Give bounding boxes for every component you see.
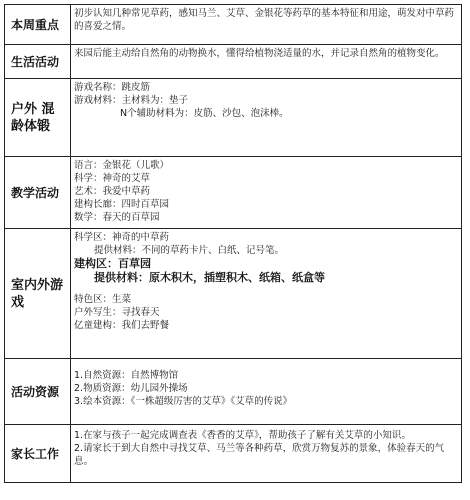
label-parent-work: 家长工作: [5, 425, 71, 483]
life-activity-text: 来园后能主动给自然角的动物换水，懂得给植物浇适量的水，并记录自然角的植物变化。: [74, 48, 445, 59]
row-activity-resources: [5, 359, 462, 425]
science-area: 科学区：神奇的中草药: [74, 232, 170, 243]
construction-area: 建构区：百草园: [74, 257, 151, 270]
content-parent-work: [71, 425, 462, 483]
resource-picture-books: 3.绘本资源：《一株超级厉害的艾草》《艾草的传说》: [74, 396, 293, 407]
resource-material: 2.物质资源：幼儿园外操场: [74, 383, 188, 394]
row-parent-work: [5, 425, 462, 483]
row-life-activity: [5, 45, 462, 79]
teaching-item-language: 语言：金银花（儿歌）: [74, 160, 170, 171]
feature-area: 特色区：生菜: [74, 294, 132, 305]
outdoor-main-material: 游戏材料：主材料为：垫子: [74, 95, 189, 106]
label-weekly-focus: 本周重点: [5, 5, 71, 45]
science-area-materials: 提供材料：不同的草药卡片、白纸、记号笔。: [94, 245, 285, 256]
parent-work-item-2: 2.请家长于到大自然中寻找艾草、马兰等各种药草，欣赏万物复苏的景象，体验春天的气息。: [74, 443, 445, 467]
label-outdoor-exercise: 户外 混龄体锻: [5, 79, 71, 157]
construction-area-materials: 提供材料：原木积木，插塑积木、纸箱、纸盒等: [94, 271, 325, 284]
resource-nature: 1.自然资源：自然博物馆: [74, 370, 179, 381]
teaching-item-math: 数学：春天的百草园: [74, 212, 160, 223]
content-outdoor-exercise: [71, 79, 462, 157]
label-life-activity: 生活活动: [5, 45, 71, 79]
content-indoor-outdoor-games: [71, 229, 462, 359]
content-weekly-focus: [71, 5, 462, 45]
outdoor-sketching: 户外写生：寻找春天: [74, 307, 160, 318]
weekly-focus-text: 初步认知几种常见草药，感知马兰、艾草、金银花等药草的基本特征和用途，萌发对中草药的喜爱之情。: [74, 8, 455, 32]
content-activity-resources: [71, 359, 462, 425]
row-indoor-outdoor-games: [5, 229, 462, 359]
label-teaching-activity: 教学活动: [5, 157, 71, 229]
row-teaching-activity: [5, 157, 462, 229]
teaching-item-science: 科学：神奇的艾草: [74, 173, 151, 184]
label-activity-resources: 活动资源: [5, 359, 71, 425]
outdoor-game-name: 游戏名称：跳皮筋: [74, 82, 151, 93]
content-teaching-activity: [71, 157, 462, 229]
yitong-construction: 亿童建构：我们去野餐: [74, 320, 170, 331]
content-life-activity: [71, 45, 462, 79]
row-outdoor-exercise: [5, 79, 462, 157]
teaching-item-construction: 建构长廊：四时百草园: [74, 199, 170, 210]
spacer: [74, 285, 458, 293]
row-weekly-focus: [5, 5, 462, 45]
teaching-item-art: 艺术：我爱中草药: [74, 186, 151, 197]
outdoor-aux-material: N个辅助材料为：皮筋、沙包、泡沫棒。: [120, 108, 289, 119]
parent-work-item-1: 1.在家与孩子一起完成调查表《香香的艾草》，帮助孩子了解有关艾草的小知识。: [74, 430, 411, 441]
label-indoor-outdoor-games: 室内外游戏: [5, 229, 71, 359]
weekly-plan-table: [4, 4, 462, 483]
